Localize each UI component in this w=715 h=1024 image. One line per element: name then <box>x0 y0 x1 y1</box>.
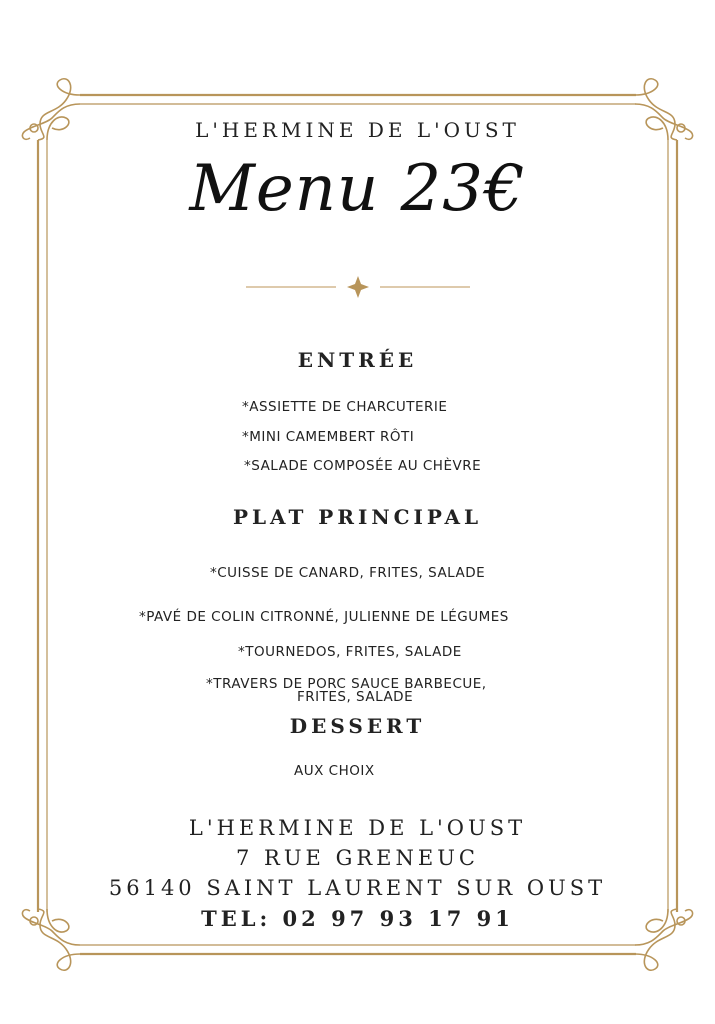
menu-item: *TOURNEDOS, FRITES, SALADE <box>238 644 462 660</box>
footer-city: 56140 SAINT LAURENT SUR OUST <box>108 876 607 900</box>
section-title-plat: PLAT PRINCIPAL <box>232 505 483 529</box>
menu-item: *CUISSE DE CANARD, FRITES, SALADE <box>210 565 486 581</box>
menu-item: *SALADE COMPOSÉE AU CHÈVRE <box>244 458 482 474</box>
section-title-dessert: DESSERT <box>289 714 426 738</box>
menu-item: *TRAVERS DE PORC SAUCE BARBECUE, <box>206 676 487 692</box>
section-divider <box>0 274 715 300</box>
restaurant-name: L'HERMINE DE L'OUST <box>195 118 520 142</box>
menu-item: *MINI CAMEMBERT RÔTI <box>242 429 415 445</box>
menu-item: FRITES, SALADE <box>297 689 414 705</box>
footer-phone: TEL: 02 97 93 17 91 <box>201 906 514 931</box>
star-icon <box>347 276 369 298</box>
footer-street: 7 RUE GRENEUC <box>236 846 479 870</box>
footer-restaurant-name: L'HERMINE DE L'OUST <box>188 816 527 840</box>
menu-item: *ASSIETTE DE CHARCUTERIE <box>242 399 448 415</box>
menu-item: AUX CHOIX <box>294 763 375 779</box>
section-title-entree: ENTRÉE <box>297 348 418 372</box>
menu-title: Menu 23€ <box>189 152 526 226</box>
menu-item: *PAVÉ DE COLIN CITRONNÉ, JULIENNE DE LÉGUMES <box>139 609 509 625</box>
